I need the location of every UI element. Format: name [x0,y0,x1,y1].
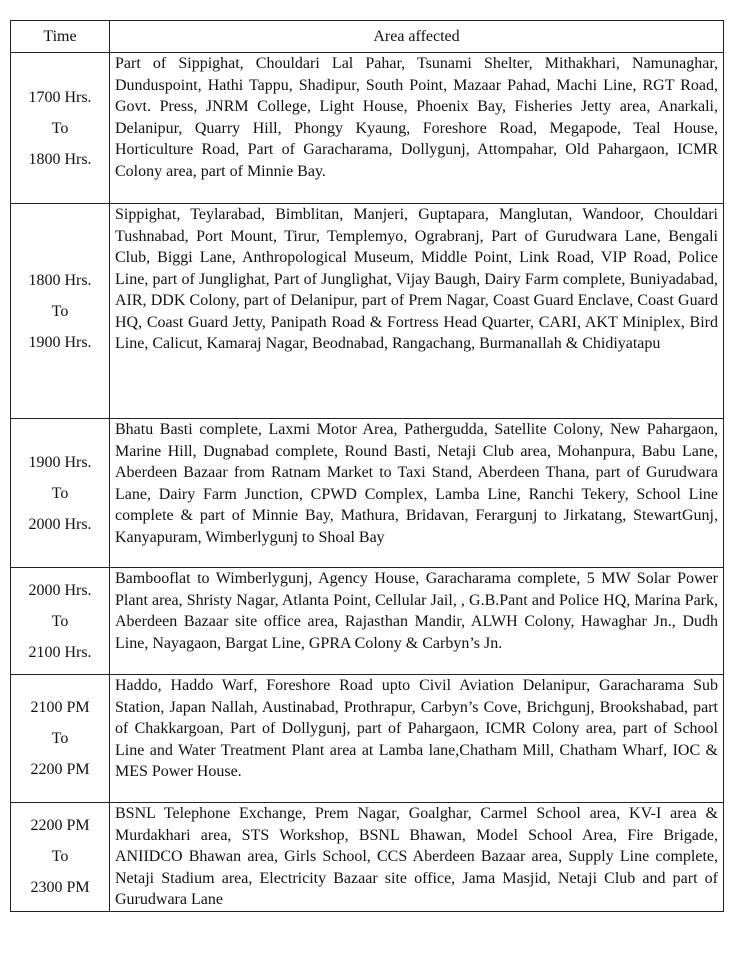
time-start: 1900 Hrs. [28,453,92,471]
area-affected-cell: Part of Sippighat, Chouldari Lal Pahar, Tsunami Shelter, Mithakhari, Namunaghar, Dunduspoint, Hathi Tappu, Shadipur, South Point, Mazaar Pahad, Machi Line, RGT Road, Govt. Press, JNRM College, Light House, Phoenix Bay, Fisheries Jetty area, Anarkali, Delanipur, Quarry Hill, Phongy Kyaung, Foreshore Road, Megapode, Teal House, Horticulture Road, Part of Garacharama, Dollygunj, Attompahar, Old Pahargaon, ICMR Colony area, part of Minnie Bay. [110,53,724,204]
area-affected-cell: Haddo, Haddo Warf, Foreshore Road upto Civil Aviation Delanipur, Garacharama Sub Station, Japan Nallah, Austinabad, Prothrapur, Carbyn’s Cove, Brichgunj, Brookshabad, part of Chakkargoan, Part of Dollygunj, part of Pahargaon, ICMR Colony area, part of School Line and Water Treatment Plant area at Lamba lane,Chatham Mill, Chatham Wharf, IOC & MES Power House. [110,675,724,803]
time-end: 2200 PM [30,761,90,778]
table-row [11,204,724,419]
time-slot-cell [11,204,110,419]
time-to: To [51,119,69,137]
area-affected-cell: Bambooflat to Wimberlygunj, Agency House, Garacharama complete, 5 MW Solar Power Plant area, Shristy Nagar, Atlanta Point, Cellular Jail, , G.B.Pant and Police HQ, Marina Park, Aberdeen Bazaar site office area, Rajasthan Mandir, ALWH Colony, Hawaghar Jn., Dudh Line, Nayagaon, Bargat Line, GPRA Colony & Carbyn’s Jn. [110,568,724,675]
table-row [11,803,724,912]
time-slot-cell [11,568,110,675]
time-end: 2100 Hrs. [28,643,92,661]
time-end: 2000 Hrs. [28,515,92,533]
table-row [11,568,724,675]
time-end: 2300 PM [30,879,90,897]
time-to: To [51,302,69,320]
time-start: 1800 Hrs. [28,271,92,289]
time-slot-cell [11,419,110,568]
time-slot-cell [11,53,110,204]
table-row [11,53,724,204]
time-start: 2000 Hrs. [28,581,92,599]
area-affected-cell: BSNL Telephone Exchange, Prem Nagar, Goalghar, Carmel School area, KV-I area & Murdakhari area, STS Workshop, BSNL Bhawan, Model School Area, Fire Brigade, ANIIDCO Bhawan area, Girls School, CCS Aberdeen Bazaar area, Supply Line complete, Netaji Stadium area, Electricity Bazaar site office, Jama Masjid, Netaji Club and part of Gurudwara Lane [110,803,724,912]
area-affected-cell: Bhatu Basti complete, Laxmi Motor Area, Pathergudda, Satellite Colony, New Pahargaon, Marine Hill, Dugnabad complete, Round Basti, Netaji Club area, Mohanpura, Babu Lane, Aberdeen Bazaar from Ratnam Market to Taxi Stand, Aberdeen Thana, part of Gurudwara Lane, Dairy Farm Junction, CPWD Complex, Lamba Line, Ranchi Tekery, School Line complete & part of Minnie Bay, Mathura, Bridavan, Ferargunj to Jirkatang, StewartGunj, Kanyapuram, Wimberlygunj to Shoal Bay [110,419,724,568]
table-row [11,675,724,803]
time-end: 1800 Hrs. [28,150,92,168]
time-to: To [51,730,69,747]
power-shutdown-schedule-table [10,20,724,912]
time-start: 2100 PM [30,699,90,716]
table-row [11,419,724,568]
time-column-header: Time [11,21,110,53]
time-slot-cell [11,675,110,803]
time-to: To [51,484,69,502]
area-affected-cell: Sippighat, Teylarabad, Bimblitan, Manjeri, Guptapara, Manglutan, Wandoor, Chouldari Tushnabad, Port Mount, Tirur, Templemyo, Ograbranj, Part of Gurudwara Lane, Bengali Club, Biggi Lane, Anthropological Museum, Middle Point, Link Road, VIP Road, Police Line, part of Junglighat, Part of Junglighat, Vijay Baugh, Dairy Farm complete, Buniyadabad, AIR, DDK Colony, part of Delanipur, part of Prem Nagar, Coast Guard Enclave, Coast Guard HQ, Coast Guard Jetty, Panipath Road & Fortress Head Quarter, CARI, AKT Miniplex, Bird Line, Calicut, Kamaraj Nagar, Beodnabad, Rangachang, Burmanallah & Chidiyatapu [110,204,724,419]
schedule-table-wrapper [10,20,723,912]
time-slot-cell [11,803,110,912]
time-to: To [51,612,69,630]
time-end: 1900 Hrs. [28,333,92,351]
time-to: To [51,848,69,866]
area-column-header: Area affected [110,21,724,53]
time-start: 2200 PM [30,817,90,835]
header-row [11,21,724,53]
time-start: 1700 Hrs. [28,88,92,106]
